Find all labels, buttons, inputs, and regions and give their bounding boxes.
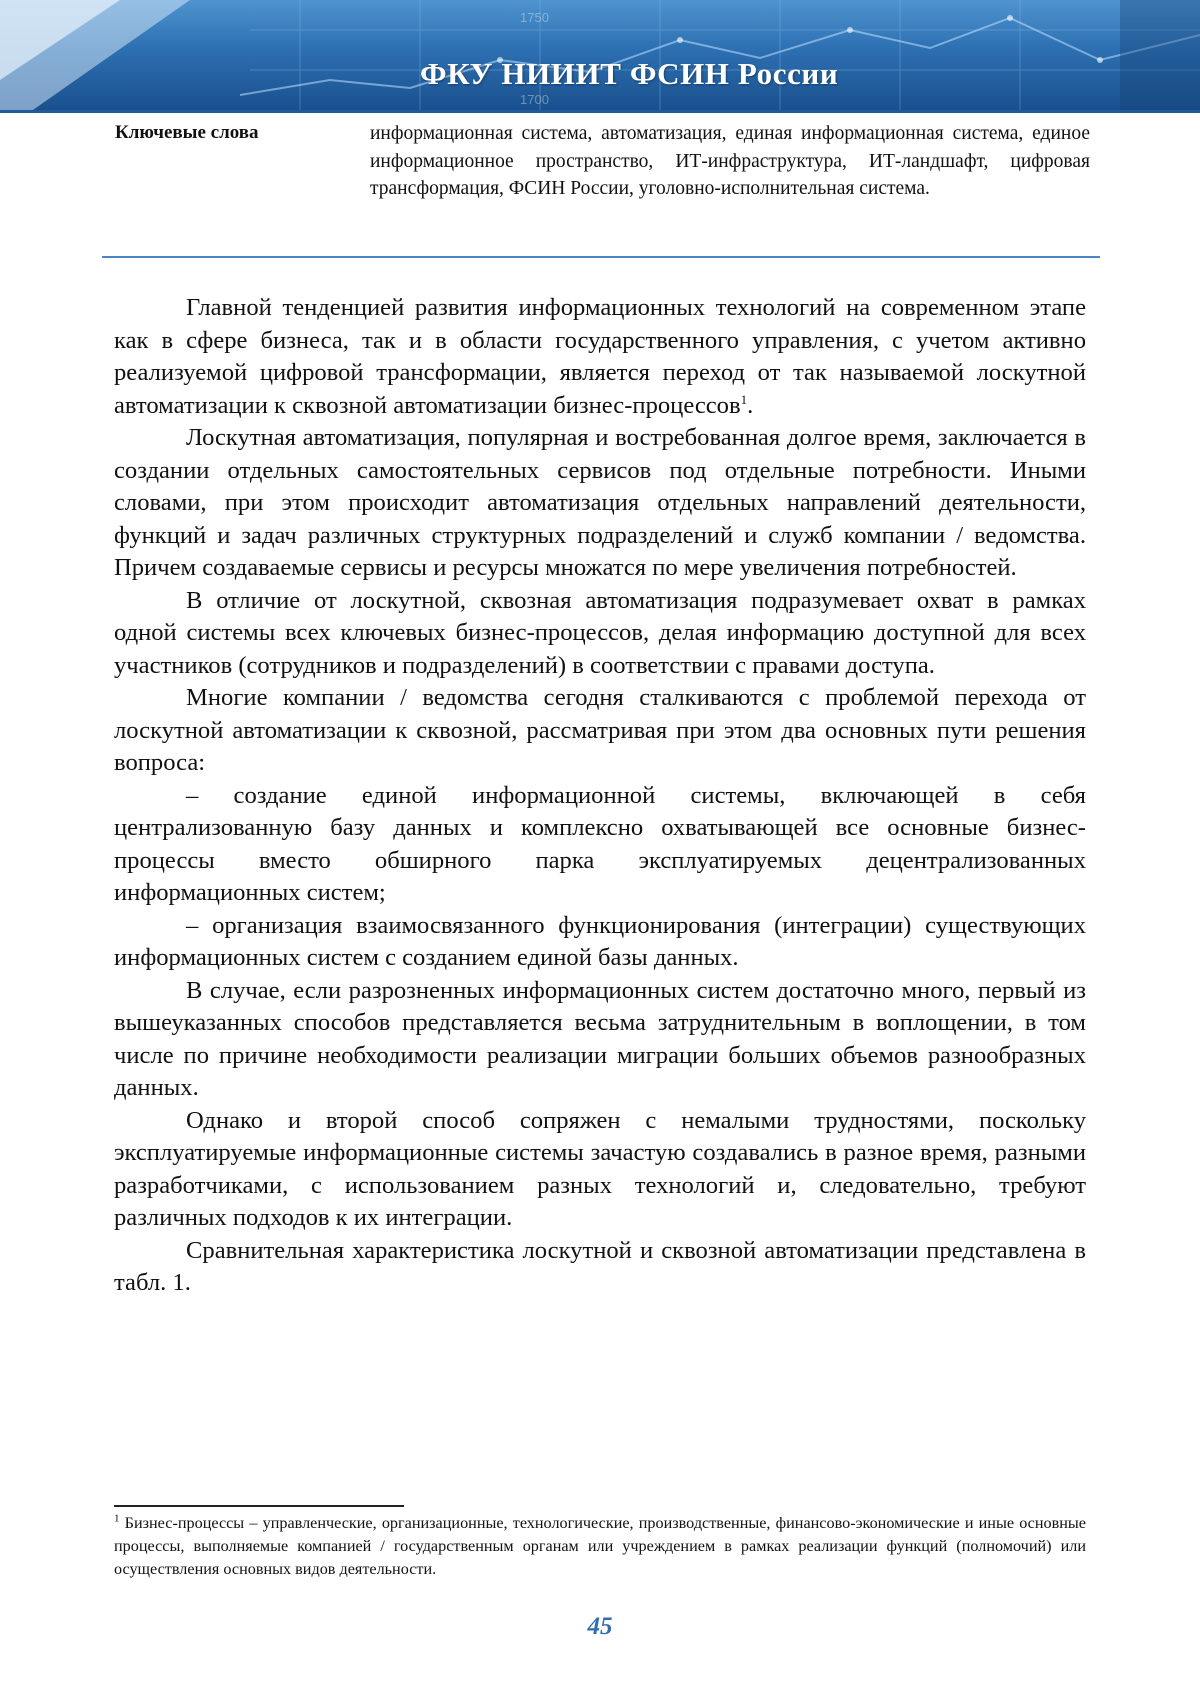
footnote-marker: 1	[114, 1512, 120, 1525]
footnote-rule	[114, 1505, 404, 1507]
keywords-divider	[102, 256, 1100, 258]
header-rule	[0, 110, 1200, 113]
footnote	[114, 1512, 1086, 1581]
footnote-ref: 1	[740, 391, 748, 407]
banner-number: 1700	[520, 92, 549, 107]
keywords-text: информационная система, автоматизация, единая информационная система, единое информационное пространство, ИТ-инфраструктура, ИТ-ландшафт, цифровая трансформация, ФСИН России, уголовно-исполнительная система.	[370, 123, 1090, 199]
article-body	[114, 292, 1086, 1300]
paragraph: Лоскутная автоматизация, популярная и востребованная долгое время, заключается в создании отдельных самостоятельных сервисов под отдельные потребности. Иными словами, при этом происходит автоматизация отдельных направлений деятельности, функций и задач различных структурных подразделений и служб компании / ведомства. Причем создаваемые сервисы и ресурсы множатся по мере увеличения потребностей.	[114, 424, 1086, 581]
list-item: – организация взаимосвязанного функционирования (интеграции) существующих информационных систем с созданием единой базы данных.	[114, 911, 1086, 971]
header-banner	[0, 0, 1200, 112]
footnote-text: Бизнес-процессы – управленческие, организационные, технологические, производственные, финансово-экономические и иные основные процессы, выполняемые компанией / государственным органам или учреждением в рамках реализации функций (полномочий) или осуществления основных видов деятельности.	[114, 1514, 1086, 1578]
paragraph: Сравнительная характеристика лоскутной и сквозной автоматизации представлена в табл. 1.	[114, 1236, 1086, 1296]
page-number: 45	[587, 1613, 613, 1640]
paragraph: В случае, если разрозненных информационных систем достаточно много, первый из вышеуказанных способов представляется весьма затруднительным в воплощении, в том числе по причине необходимости реализации миграции больших объемов разнообразных данных.	[114, 976, 1086, 1101]
paragraph: Многие компании / ведомства сегодня сталкиваются с проблемой перехода от лоскутной автоматизации к сквозной, рассматривая при этом два основных пути решения вопроса:	[114, 684, 1086, 776]
paragraph: В отличие от лоскутной, сквозная автоматизация подразумевает охват в рамках одной системы всех ключевых бизнес-процессов, делая информацию доступной для всех участников (сотрудников и подразделений) в соответствии с правами доступа.	[114, 586, 1086, 679]
paragraph	[114, 292, 1086, 422]
journal-title: ФКУ НИИИТ ФСИН России	[420, 56, 839, 91]
keywords-label: Ключевые слова	[115, 122, 259, 143]
banner-number: 1750	[520, 10, 549, 25]
paragraph: Однако и второй способ сопряжен с немалыми трудностями, поскольку эксплуатируемые информационные системы зачастую создавались в разное время, разными разработчиками, с использованием разных технологий и, следовательно, требуют различных подходов к их интеграции.	[114, 1106, 1086, 1231]
list-item: – создание единой информационной системы, включающей в себя централизованную базу данных и комплексно охватывающей все основные бизнес-процессы вместо обширного парка эксплуатируемых децентрализованных информационных систем;	[114, 781, 1086, 906]
paragraph-text: Главной тенденцией развития информационных технологий на современном этапе как в сфере бизнеса, так и в области государственного управления, с учетом активно реализуемой цифровой трансформации, является переход от так называемой лоскутной автоматизации к сквозной автоматизации бизнес-процессов	[114, 294, 1086, 419]
paragraph-end: .	[747, 391, 754, 419]
